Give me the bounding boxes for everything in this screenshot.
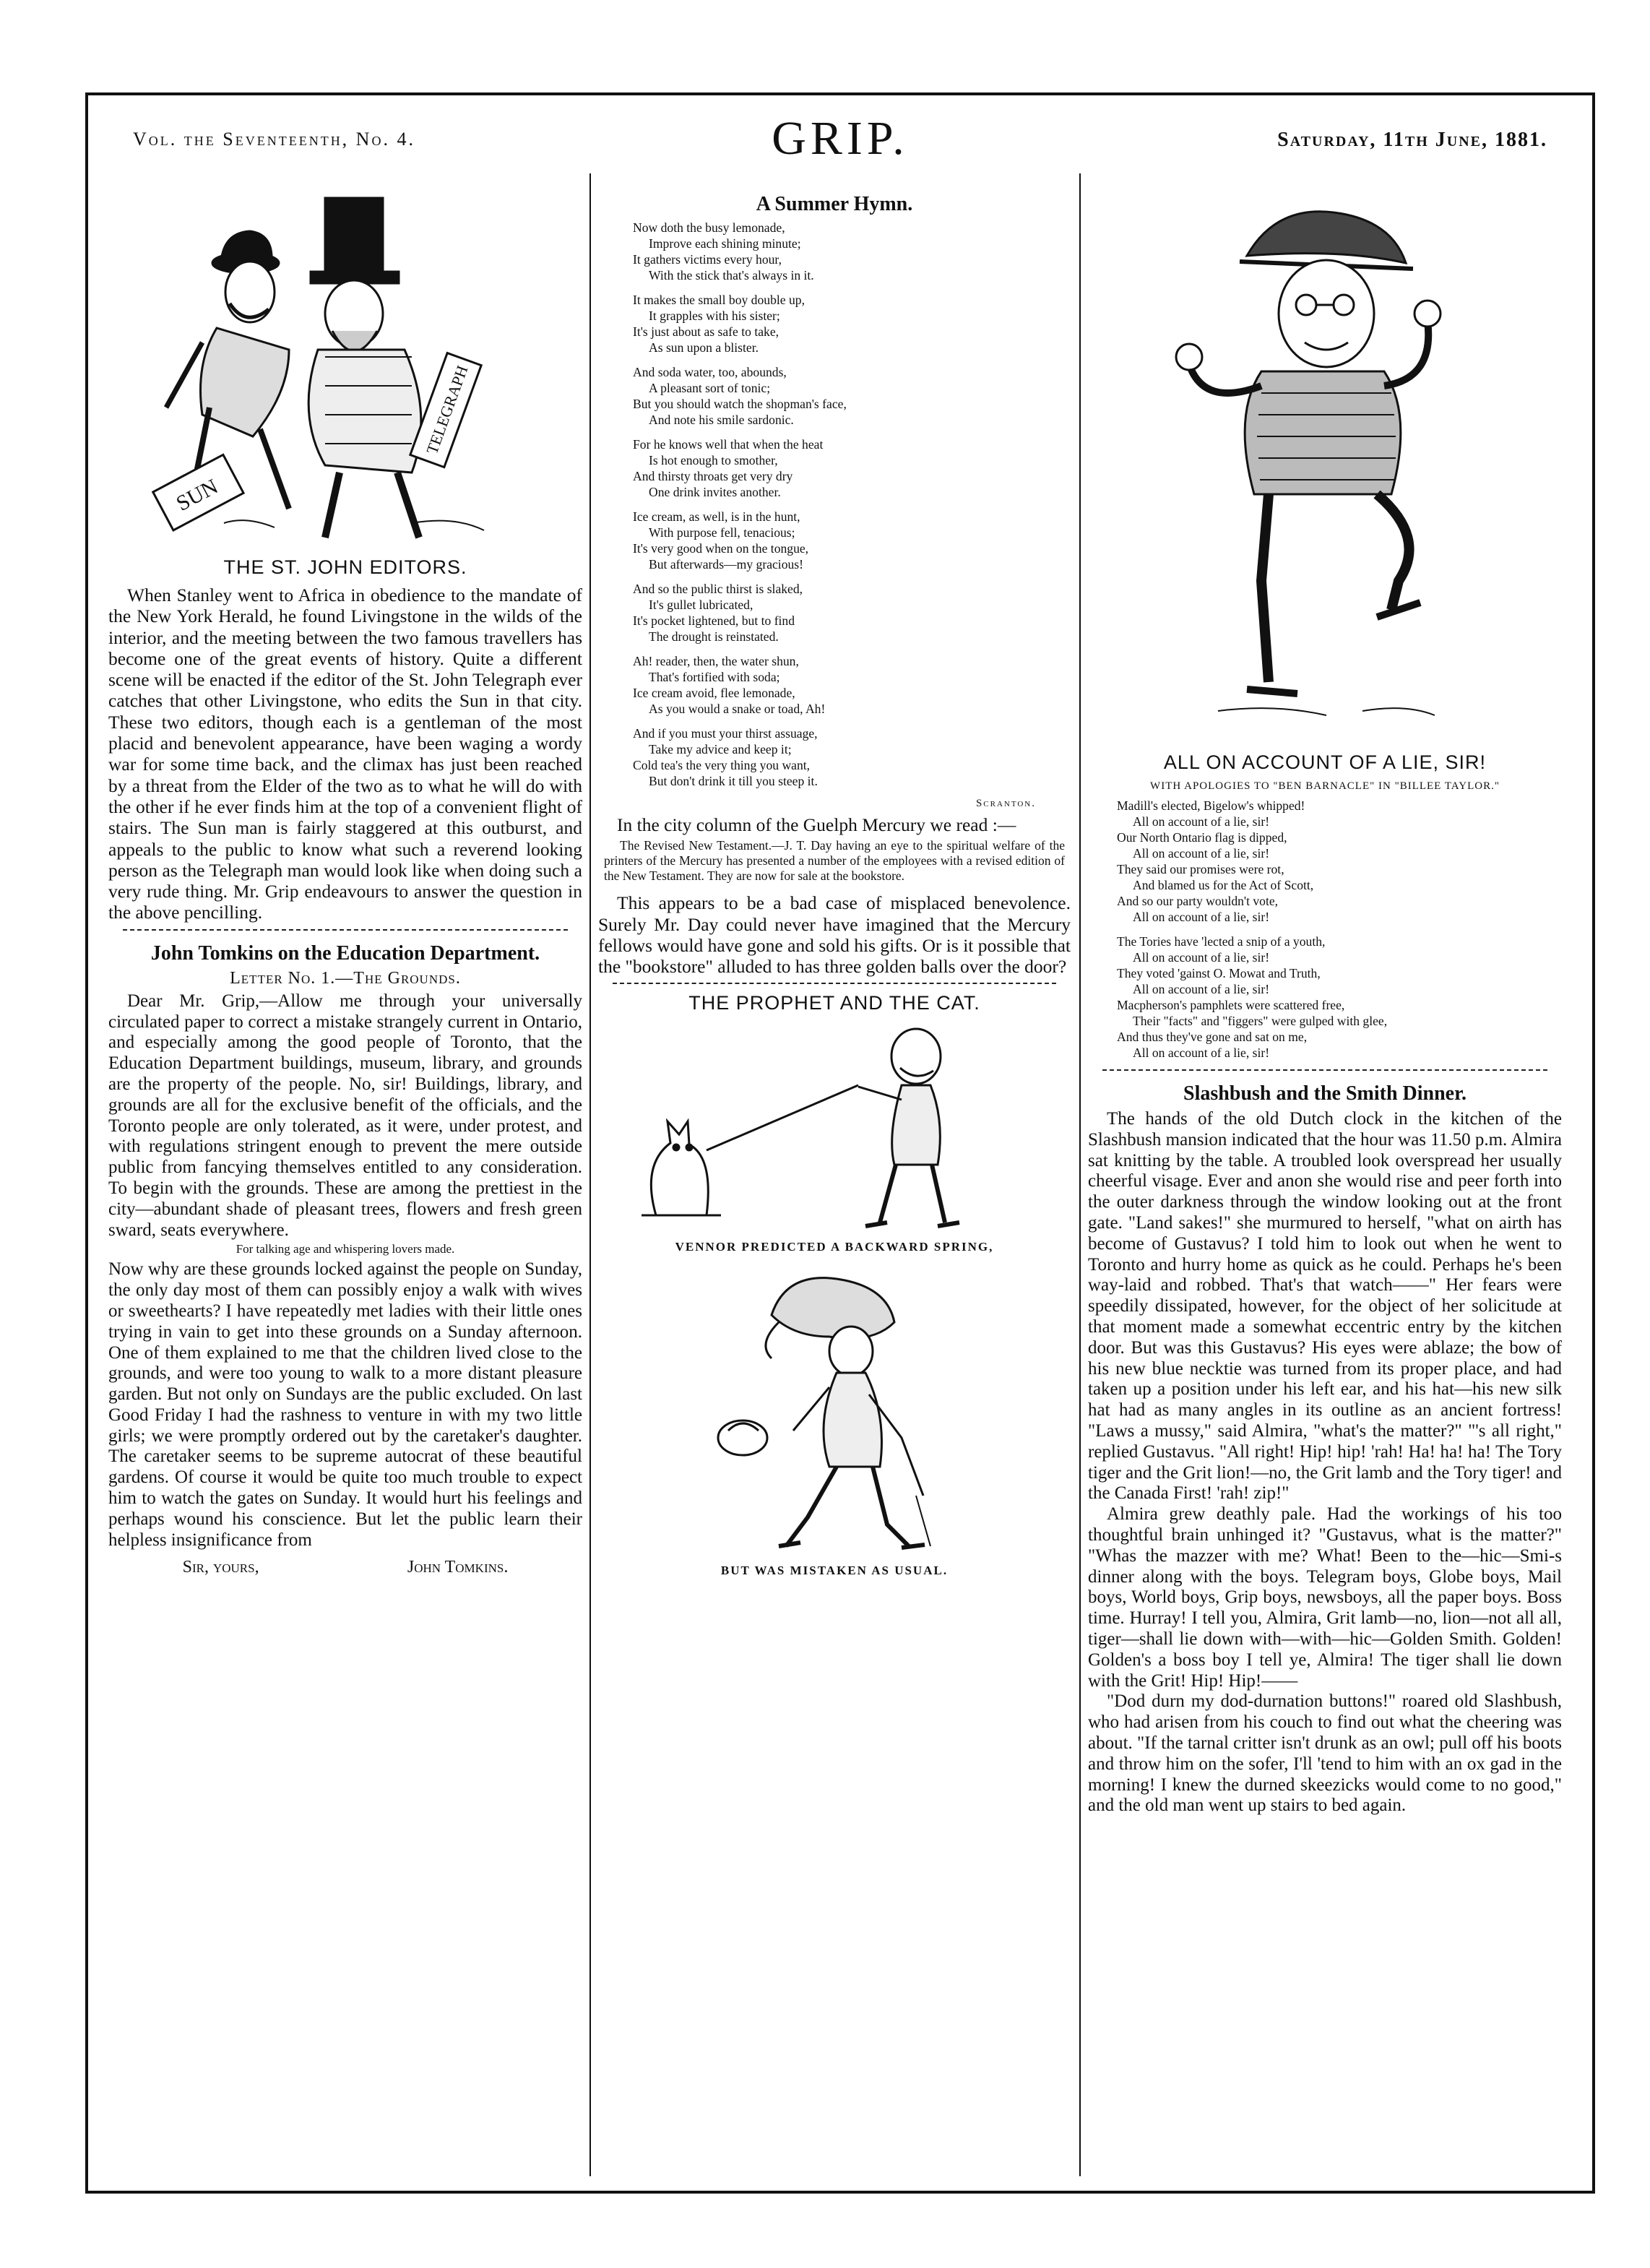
- poem-line: One drink invites another.: [649, 485, 781, 499]
- section-divider: [123, 929, 568, 933]
- prophet-and-cat-illustration: [598, 1020, 1071, 1237]
- prophet-cat-caption: THE PROPHET AND THE CAT.: [688, 992, 980, 1014]
- poem-line: A pleasant sort of tonic;: [649, 381, 771, 395]
- poem-line: Ah! reader, then, the water shun,: [633, 654, 799, 668]
- poem-line: Macpherson's pamphlets were scattered free,: [1117, 998, 1345, 1012]
- slashbush-paragraph-1: The hands of the old Dutch clock in the kitchen of the Slashbush mansion indicated that the hour was 11.50 p.m. Almira sat knitting by the table. A troubled look overspread her usually cheerful visage. Ever and anon she would rise and peer forth into the outer darkness through the window looking out at the front gate. "Land sakes!" she murmured to herself, "what on airth has become of Gustavus? I told him to look out when he went to Toronto and hurry home as quick as he could. Perhaps he's been way-laid and robbed. That's that watch——" Her fears were speedily dissipated, however, for the object of her solicitude at that moment made a somewhat eccentric entry by the kitchen door. But was this Gustavus? His eyes were ablaze; the bow of his new blue necktie was turned from its proper place, and had taken up a position under his left ear, and his hat—his new silk hat had as many angles in its outline as an ancient fortress! "Laws a mussy," said Almira, "what's the matter?" "'s all right," replied Gustavus. "All right! Hip! hip! 'rah! Ha! ha! ha! The Tory tiger and the Grit lion!—no, the Grit lamb and the Tory tiger! and the Canada First! 'rah! zip!": [1088, 1109, 1562, 1504]
- sun-paper-label: SUN: [172, 474, 223, 516]
- lie-caption: ALL ON ACCOUNT OF A LIE, SIR!: [1163, 751, 1487, 773]
- poem-line: But afterwards—my gracious!: [649, 557, 803, 572]
- poem-stanza: [633, 581, 1036, 644]
- column-middle: [598, 176, 1071, 2182]
- poem-line: The drought is reinstated.: [649, 629, 779, 644]
- poem-stanza: [633, 509, 1036, 572]
- tomkins-heading: John Tomkins on the Education Department.: [150, 941, 540, 965]
- tomkins-paragraph-2: Now why are these grounds locked against the people on Sunday, the only day most of them can possibly enjoy a walk with wives or sweethearts? I have repeatedly met ladies with their little ones trying in vain to get into these grounds on a Sunday afternoon. One of them explained to me that the children lived close to the grounds, and were too young to walk to a more distant pleasure garden. But not only on Sundays are the public excluded. On last Good Friday I had the rashness to venture in with my two little girls; we were promptly ordered out by the caretaker's daughter. The caretaker seems to be supreme autocrat of these beautiful gardens. Of course it would be quite too much trouble to expect him to watch the gates on Sunday. It would hurt his feelings and perhaps wound his conscience. But let the public learn their helpless insignificance from: [108, 1259, 582, 1550]
- tomkins-quote-line: For talking age and whispering lovers made.: [236, 1242, 455, 1256]
- prophet-subcaption-2: BUT WAS MISTAKEN AS USUAL.: [720, 1564, 949, 1578]
- poem-line: Cold tea's the very thing you want,: [633, 758, 811, 772]
- masthead: [88, 95, 1592, 175]
- poem-line: All on account of a lie, sir!: [1133, 982, 1270, 996]
- poem-line: And blamed us for the Act of Scott,: [1133, 878, 1314, 892]
- poem-line: It's just about as safe to take,: [633, 324, 779, 339]
- poem-line: With the stick that's always in it.: [649, 268, 814, 283]
- poem-line: And thus they've gone and sat on me,: [1117, 1030, 1308, 1044]
- poem-line: All on account of a lie, sir!: [1133, 1045, 1270, 1060]
- tomkins-signature: [108, 1558, 582, 1577]
- poem-line: With purpose fell, tenacious;: [649, 525, 795, 540]
- poem-stanza: [1117, 933, 1533, 1061]
- poem-line: And note his smile sardonic.: [649, 413, 794, 427]
- poem-line: But you should watch the shopman's face,: [633, 397, 847, 411]
- lie-poem: [1117, 798, 1533, 1061]
- cartoon-caption-st-john-editors: THE ST. JOHN EDITORS.: [223, 556, 467, 578]
- poem-line: As you would a snake or toad, Ah!: [649, 702, 826, 716]
- poem-line: Madill's elected, Bigelow's whipped!: [1117, 798, 1305, 813]
- guelph-commentary: This appears to be a bad case of misplaced benevolence. Surely Mr. Day could never have imagined that the Mercury fellows would have gone and sold his gifts. Or is it possible that the "bookstore" alluded to has three golden balls over the door?: [598, 892, 1071, 978]
- poem-line: But don't drink it till you steep it.: [649, 774, 818, 788]
- tomkins-paragraph-1: Dear Mr. Grip,—Allow me through your universally circulated paper to correct a mistake strangely current in Ontario, and especially among the good people of Toronto, that the Education Department buildings, museum, library, and grounds are the property of the people. No, sir! Buildings, library, and grounds are all for the exclusive benefit of the officials, and the Toronto people are only tolerated, as it were, under protest, and with regulations stringent enough to prevent the mere outside public from fancying themselves entitled to any consideration. To begin with the grounds. These are among the prettiest in the city—abundant shade of pleasant trees, flowers and fresh green sward, seats everywhere.: [108, 991, 582, 1240]
- signature-name: John Tomkins.: [407, 1558, 509, 1577]
- telegraph-paper-label: TELEGRAPH: [423, 363, 472, 457]
- poem-line: All on account of a lie, sir!: [1133, 910, 1270, 924]
- prophet-mistaken-illustration: [598, 1257, 1071, 1561]
- poem-line: It's very good when on the tongue,: [633, 541, 809, 556]
- poem-line: And soda water, too, abounds,: [633, 365, 787, 379]
- poem-line: As sun upon a blister.: [649, 340, 759, 355]
- poem-line: All on account of a lie, sir!: [1133, 950, 1270, 965]
- poem-line: They voted 'gainst O. Mowat and Truth,: [1117, 966, 1321, 980]
- guelph-mercury-quote: The Revised New Testament.—J. T. Day having an eye to the spiritual welfare of the printers of the Mercury has presented a number of the employees with a revised edition of the New Testament. They are now for sale at the bookstore.: [604, 838, 1065, 884]
- poem-line: Take my advice and keep it;: [649, 742, 792, 756]
- st-john-editors-cartoon: [108, 176, 582, 552]
- st-john-editors-article: When Stanley went to Africa in obedience to the mandate of the New York Herald, he found Livingstone in the wilds of the interior, and the meeting between the two famous travellers has become one of the great events of history. Quite a different scene will be enacted if the editor of the St. John Telegraph ever catches that other Livingstone, who edits the Sun in that city. These two editors, though each is a gentleman of the most placid and benevolent appearance, have been waging a wordy war for some time back, and the climax has just been reached by a threat from the Elder of the two as to what he will do with the other if he ever finds him at the top of a convenient flight of stairs. The Sun man is fairly staggered at this outburst, and appeals to the public to know what such a reverend looking person as the Telegraph man would look like when doing such a very rude thing. Mr. Grip endeavours to answer the question in the above pencilling.: [108, 585, 582, 923]
- lie-attribution: WITH APOLOGIES TO "BEN BARNACLE" IN "BILLEE TAYLOR.": [1150, 780, 1500, 792]
- section-divider: [613, 983, 1056, 986]
- tomkins-subheading: Letter No. 1.—The Grounds.: [230, 968, 461, 988]
- column-left: [108, 176, 582, 2182]
- poem-stanza: [633, 436, 1036, 500]
- poem-line: That's fortified with soda;: [649, 670, 780, 684]
- section-divider: [1102, 1069, 1547, 1073]
- poem-stanza: [633, 364, 1036, 428]
- guelph-intro: In the city column of the Guelph Mercury we read :—: [617, 814, 1016, 835]
- poem-line: Ice cream avoid, flee lemonade,: [633, 686, 795, 700]
- poem-line: They said our promises were rot,: [1117, 862, 1284, 876]
- poem-stanza: [633, 725, 1036, 789]
- slashbush-heading: Slashbush and the Smith Dinner.: [1183, 1082, 1467, 1105]
- poem-line: All on account of a lie, sir!: [1133, 814, 1270, 829]
- poem-line: It makes the small boy double up,: [633, 293, 805, 307]
- poem-line: Ice cream, as well, is in the hunt,: [633, 509, 800, 524]
- poem-line: Improve each shining minute;: [649, 236, 801, 251]
- poem-line: All on account of a lie, sir!: [1133, 846, 1270, 861]
- poem-line: And thirsty throats get very dry: [633, 469, 793, 483]
- slashbush-paragraph-2: Almira grew deathly pale. Had the workings of his too thoughtful brain unhinged it? "Gustavus, what is the matter?" "Whas the mazzer with me? What! Been to the—hic—Smi-s dinner along with the boys. Telegram boys, Globe boys, Mail boys, World boys, Grip boys, newsboys, all the paper boys. Boss time. Hurray! I tell you, Almira, Grit lamb—no, lion—not all all, tiger—shall lie down with—with—hic—Golden Smith. Golden! Golden's a boss boy I tell ye, Almira! The tiger shall lie down with the Grit! Hip! Hip!——: [1088, 1504, 1562, 1691]
- column-right: [1088, 176, 1562, 2182]
- slashbush-paragraph-3: "Dod durn my dod-durnation buttons!" roared old Slashbush, who had arisen from his couch to find out what the cheering was about. "If the tarnal critter isn't drunk as an owl; pull off his boots and throw him on the sofer, I'll 'tend to him with an ox gad in the morning! I knew the durned skeezicks would come to no good," and the old man went up stairs to bed again.: [1088, 1691, 1562, 1816]
- volume-line: Vol. the Seventeenth, No. 4.: [133, 129, 415, 150]
- signature-salutation: Sir, yours,: [182, 1558, 259, 1577]
- summer-hymn-author: Scranton.: [975, 798, 1036, 809]
- poem-line: Is hot enough to smother,: [649, 453, 778, 467]
- poem-line: It grapples with his sister;: [649, 309, 780, 323]
- poem-line: Our North Ontario flag is dipped,: [1117, 830, 1287, 845]
- poem-line: It's pocket lightened, but to find: [633, 613, 795, 628]
- summer-hymn-title: A Summer Hymn.: [756, 193, 913, 215]
- poem-line: And so our party wouldn't vote,: [1117, 894, 1279, 908]
- poem-line: The Tories have 'lected a snip of a youth,: [1117, 934, 1326, 949]
- all-on-account-cartoon: [1088, 176, 1562, 747]
- prophet-subcaption-1: VENNOR PREDICTED A BACKWARD SPRING,: [675, 1240, 994, 1254]
- poem-line: Their "facts" and "figgers" were gulped with glee,: [1133, 1014, 1388, 1028]
- poem-line: And if you must your thirst assuage,: [633, 726, 818, 741]
- poem-stanza: [1117, 798, 1533, 925]
- poem-stanza: [633, 292, 1036, 355]
- summer-hymn-poem: [633, 220, 1036, 789]
- poem-line: It's gullet lubricated,: [649, 598, 753, 612]
- page-frame: [85, 92, 1595, 2194]
- column-rule-2: [1079, 173, 1081, 2176]
- poem-line: It gathers victims every hour,: [633, 252, 782, 267]
- poem-line: And so the public thirst is slaked,: [633, 582, 803, 596]
- issue-date: Saturday, 11th June, 1881.: [1277, 129, 1547, 151]
- poem-line: Now doth the busy lemonade,: [633, 220, 785, 235]
- poem-stanza: [633, 220, 1036, 283]
- poem-stanza: [633, 653, 1036, 717]
- column-rule-1: [589, 173, 591, 2176]
- newspaper-title: GRIP.: [772, 112, 909, 165]
- poem-line: For he knows well that when the heat: [633, 437, 824, 452]
